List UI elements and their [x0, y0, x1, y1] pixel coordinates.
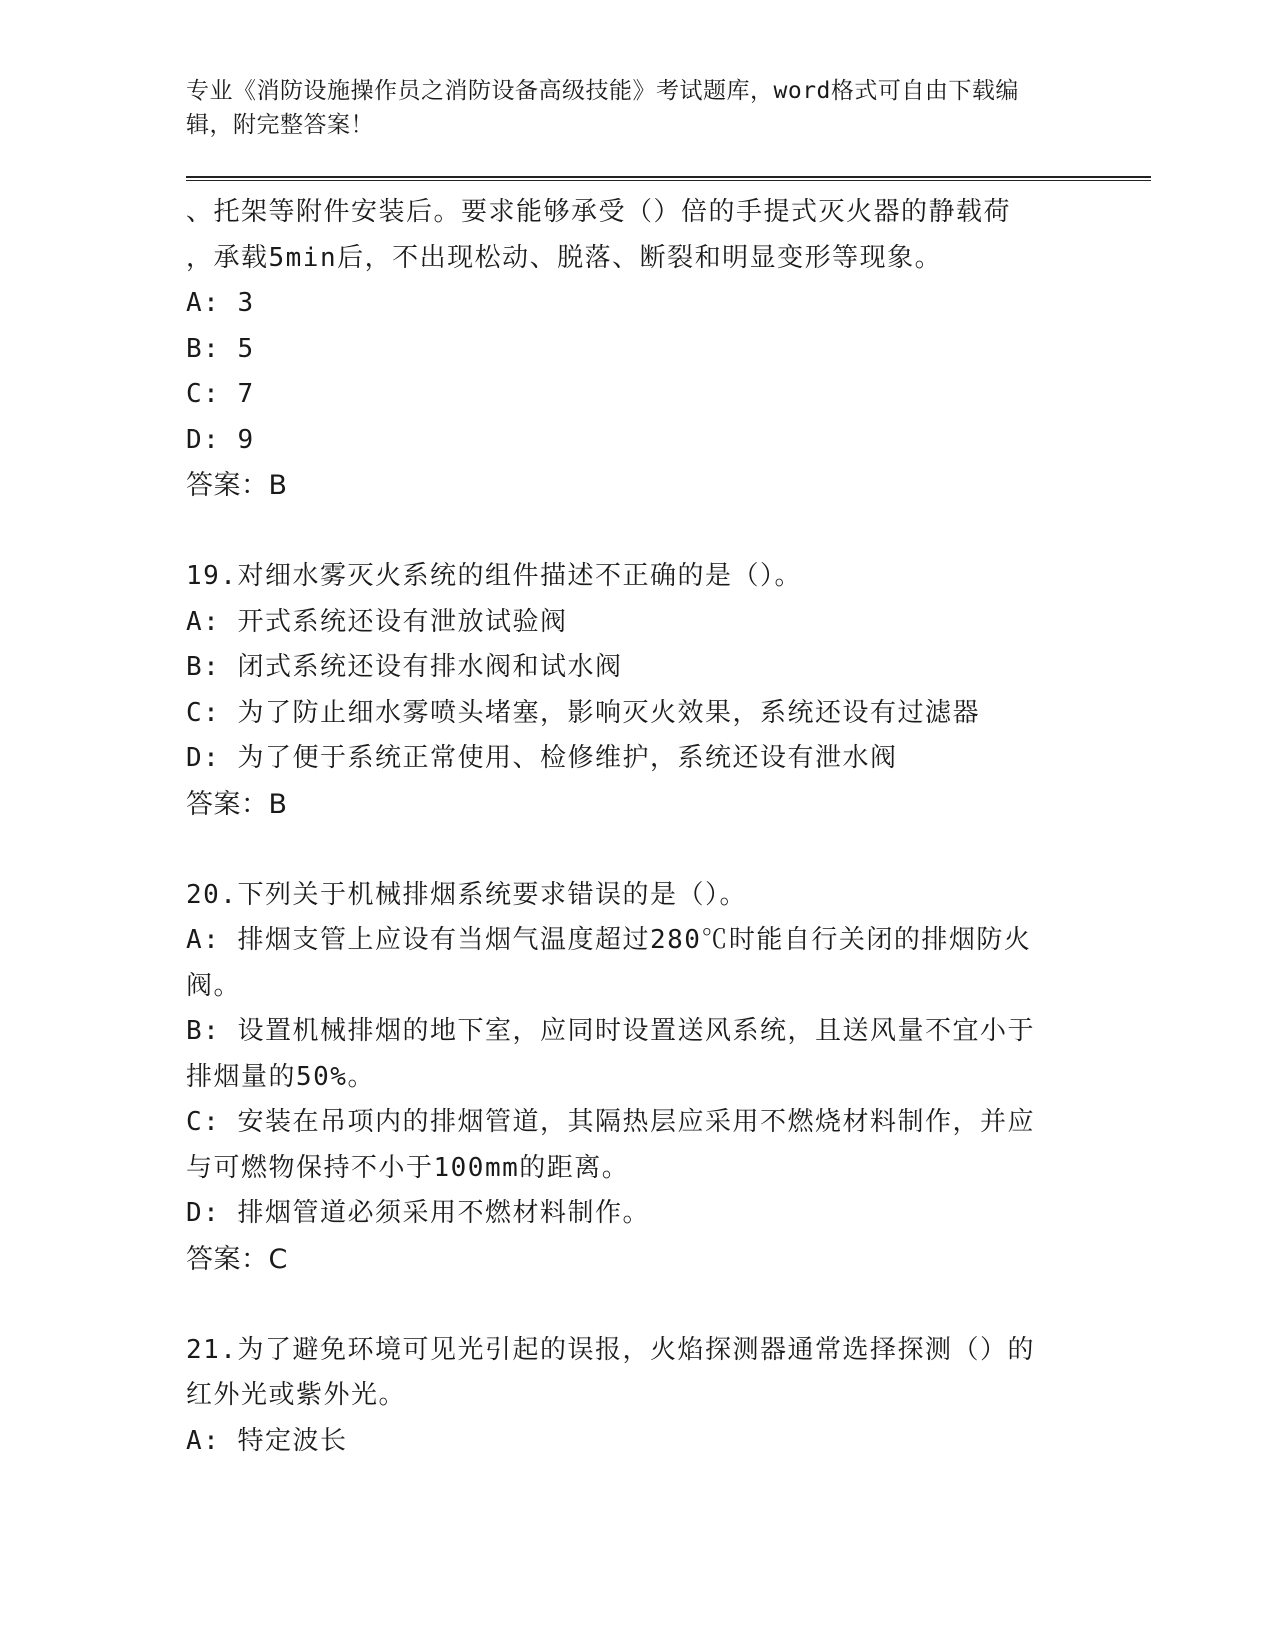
option-a: A: 排烟支管上应设有当烟气温度超过280℃时能自行关闭的排烟防火: [186, 925, 1032, 955]
question-18: [186, 190, 1086, 509]
option-c-continued: 与可燃物保持不小于100mm的距离。: [186, 1152, 630, 1183]
question-21: [186, 1328, 1086, 1465]
option-b: B: 设置机械排烟的地下室，应同时设置送风系统，且送风量不宜小于: [186, 1016, 1035, 1046]
question-20: [186, 873, 1086, 1283]
option-b-continued: 排烟量的50%。: [186, 1061, 375, 1092]
question-stem: 、托架等附件安装后。要求能够承受（）倍的手提式灭火器的静载荷: [186, 197, 1012, 227]
option-c: C: 7: [186, 379, 255, 409]
spacer: [186, 509, 1086, 555]
question-stem-continued: ，承载5min后，不出现松动、脱落、断裂和明显变形等现象。: [186, 242, 943, 273]
option-a: A: 3: [186, 288, 255, 318]
answer-line: 答案：B: [186, 470, 288, 501]
header-title-line-1: 专业《消防设施操作员之消防设备高级技能》考试题库，word格式可自由下载编: [186, 78, 1019, 104]
option-d: D: 为了便于系统正常使用、检修维护，系统还设有泄水阀: [186, 743, 898, 773]
answer-line: 答案：B: [186, 788, 288, 820]
option-b: B: 5: [186, 333, 255, 364]
question-stem: 19.对细水雾灭火系统的组件描述不正确的是（）。: [186, 561, 802, 591]
answer-line: 答案：C: [186, 1243, 288, 1275]
question-stem-continued: 红外光或紫外光。: [186, 1380, 407, 1410]
header-divider: [186, 176, 1151, 181]
question-stem: 21.为了避免环境可见光引起的误报，火焰探测器通常选择探测（）的: [186, 1334, 1035, 1365]
page-header: [186, 74, 1066, 142]
spacer: [186, 1282, 1086, 1328]
header-title-line-2: 辑，附完整答案！: [186, 112, 374, 138]
option-d: D: 排烟管道必须采用不燃材料制作。: [186, 1198, 650, 1228]
spacer: [186, 827, 1086, 873]
option-a-continued: 阀。: [186, 970, 242, 1001]
question-list: [186, 190, 1086, 1464]
option-a: A: 特定波长: [186, 1425, 348, 1456]
option-b: B: 闭式系统还设有排水阀和试水阀: [186, 652, 623, 682]
option-c: C: 安装在吊项内的排烟管道，其隔热层应采用不燃烧材料制作，并应: [186, 1107, 1035, 1137]
option-c: C: 为了防止细水雾喷头堵塞，影响灭火效果，系统还设有过滤器: [186, 697, 980, 728]
option-d: D: 9: [186, 424, 255, 455]
question-stem: 20.下列关于机械排烟系统要求错误的是（）。: [186, 879, 747, 910]
option-a: A: 开式系统还设有泄放试验阀: [186, 606, 568, 637]
question-19: [186, 554, 1086, 827]
